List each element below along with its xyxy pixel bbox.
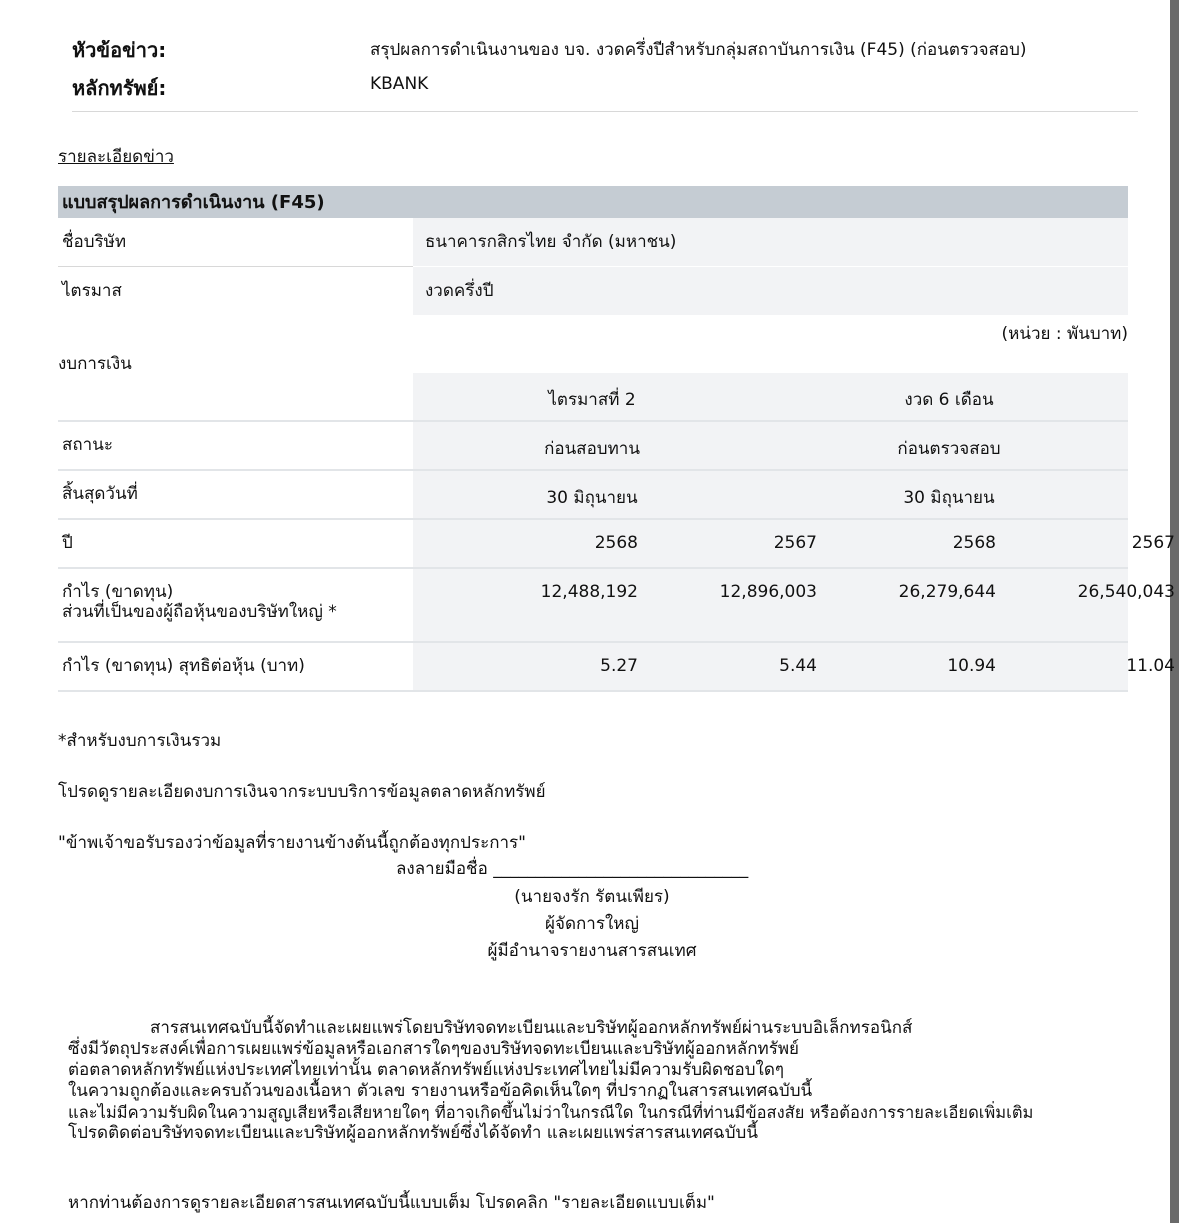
security-label: หลักทรัพย์:	[72, 76, 167, 100]
subject-label: หัวข้อข่าว:	[72, 38, 167, 62]
full-detail-note: หากท่านต้องการดูรายละเอียดสารสนเทศฉบับนี้แบบเต็ม โปรดคลิก "รายละเอียดแบบเต็ม"	[68, 1193, 715, 1213]
status-six-months: ก่อนตรวจสอบ	[897, 439, 1001, 459]
security-value: KBANK	[370, 74, 429, 94]
profit-cell: 26,279,644	[898, 582, 996, 602]
eps-cell: 10.94	[947, 656, 996, 676]
footnote: *สำหรับงบการเงินรวม	[58, 731, 222, 751]
profit-cell: 12,896,003	[719, 582, 817, 602]
eps-cell: 5.44	[779, 656, 817, 676]
eps-cell: 5.27	[600, 656, 638, 676]
disclaimer-line: ต่อตลาดหลักทรัพย์แห่งประเทศไทยเท่านั้น ตลาดหลักทรัพย์แห่งประเทศไทยไม่มีความรับผิดชอบใดๆ	[68, 1060, 785, 1080]
disclaimer-line: สารสนเทศฉบับนี้จัดทำและเผยแพร่โดยบริษัทจดทะเบียนและบริษัทผู้ออกหลักทรัพย์ผ่านระบบอิเล็กทรอนิกส์	[150, 1018, 913, 1038]
year-cell: 2568	[952, 533, 996, 553]
profit-label-line1: กำไร (ขาดทุน)	[62, 582, 174, 602]
profit-cell: 12,488,192	[540, 582, 638, 602]
header-divider	[72, 111, 1138, 112]
profit-label-line2: ส่วนที่เป็นของผู้ถือหุ้นของบริษัทใหญ่ *	[62, 602, 337, 622]
year-cell: 2567	[773, 533, 817, 553]
unit-note: (หน่วย : พันบาท)	[1001, 324, 1128, 344]
year-cell: 2567	[1131, 533, 1175, 553]
disclaimer-line: โปรดติดต่อบริษัทจดทะเบียนและบริษัทผู้ออกหลักทรัพย์ซึ่งได้จัดทำ และเผยแพร่สารสนเทศฉบับนี้	[68, 1123, 758, 1143]
end-date-label: สิ้นสุดวันที่	[62, 484, 138, 504]
period-value: งวดครึ่งปี	[413, 267, 1128, 315]
period-header-quarter: ไตรมาสที่ 2	[548, 390, 636, 410]
eps-row	[58, 643, 1175, 692]
period-header-row	[58, 373, 1128, 422]
signature-label: ลงลายมือชื่อ	[396, 859, 488, 879]
year-cell: 2568	[594, 533, 638, 553]
eps-cell: 11.04	[1126, 656, 1175, 676]
signature-line	[396, 855, 748, 882]
summary-title: แบบสรุปผลการดำเนินงาน (F45)	[58, 186, 1128, 218]
signature-blank: ______________________________	[493, 859, 749, 879]
end-date-six-months: 30 มิถุนายน	[903, 488, 995, 508]
financials-title: งบการเงิน	[58, 354, 132, 374]
eps-label: กำไร (ขาดทุน) สุทธิต่อหุ้น (บาท)	[62, 656, 305, 676]
end-date-row	[58, 471, 1128, 520]
signer-position: ผู้จัดการใหญ่	[545, 914, 639, 934]
disclaimer	[68, 1018, 1033, 1144]
financials-table	[58, 373, 1175, 692]
period-header-label	[58, 373, 413, 420]
status-quarter: ก่อนสอบทาน	[544, 439, 640, 459]
period-label: ไตรมาส	[62, 281, 122, 301]
year-label: ปี	[62, 533, 73, 553]
disclaimer-line: ซึ่งมีวัตถุประสงค์เพื่อการเผยแพร่ข้อมูลหรือเอกสารใดๆของบริษัทจดทะเบียนและบริษัทผู้ออกหลักทรัพย์	[68, 1039, 800, 1059]
company-label: ชื่อบริษัท	[62, 232, 127, 252]
subject-value: สรุปผลการดำเนินงานของ บจ. งวดครึ่งปีสำหรับกลุ่มสถาบันการเงิน (F45) (ก่อนตรวจสอบ)	[370, 40, 1027, 60]
signer-authority: ผู้มีอำนาจรายงานสารสนเทศ	[487, 941, 697, 961]
disclaimer-line: และไม่มีความรับผิดในความสูญเสียหรือเสียหายใดๆ ที่อาจเกิดขึ้นไม่ว่าในกรณีใด ในกรณีที่ท่านมีข้อสงสัย หรือต้องการรายละเอียดเพิ่มเติม	[68, 1103, 1034, 1122]
news-details-link[interactable]: รายละเอียดข่าว	[58, 147, 174, 167]
profit-cell: 26,540,043	[1077, 582, 1175, 602]
security-row	[72, 72, 1152, 102]
end-date-quarter: 30 มิถุนายน	[546, 488, 638, 508]
disclaimer-line: ในความถูกต้องและครบถ้วนของเนื้อหา ตัวเลข รายงานหรือข้อคิดเห็นใดๆ ที่ปรากฏในสารสนเทศฉบับนี้	[68, 1081, 813, 1101]
period-header-six-months: งวด 6 เดือน	[904, 390, 994, 410]
status-row	[58, 422, 1128, 471]
signer-name: (นายจงรัก รัตนเพียร)	[514, 887, 670, 907]
certification-statement: "ข้าพเจ้าขอรับรองว่าข้อมูลที่รายงานข้างต้นนี้ถูกต้องทุกประการ"	[58, 833, 526, 853]
see-detail-note: โปรดดูรายละเอียดงบการเงินจากระบบบริการข้อมูลตลาดหลักทรัพย์	[58, 782, 546, 802]
page-scrollbar[interactable]	[1170, 0, 1179, 1223]
company-row	[58, 218, 1128, 267]
status-label: สถานะ	[62, 435, 113, 455]
period-row	[58, 267, 1128, 316]
profit-row	[58, 569, 1175, 643]
company-value: ธนาคารกสิกรไทย จำกัด (มหาชน)	[413, 218, 1128, 266]
year-row	[58, 520, 1175, 569]
profit-label	[58, 569, 413, 641]
subject-row	[72, 34, 1152, 64]
summary-table	[58, 186, 1128, 316]
